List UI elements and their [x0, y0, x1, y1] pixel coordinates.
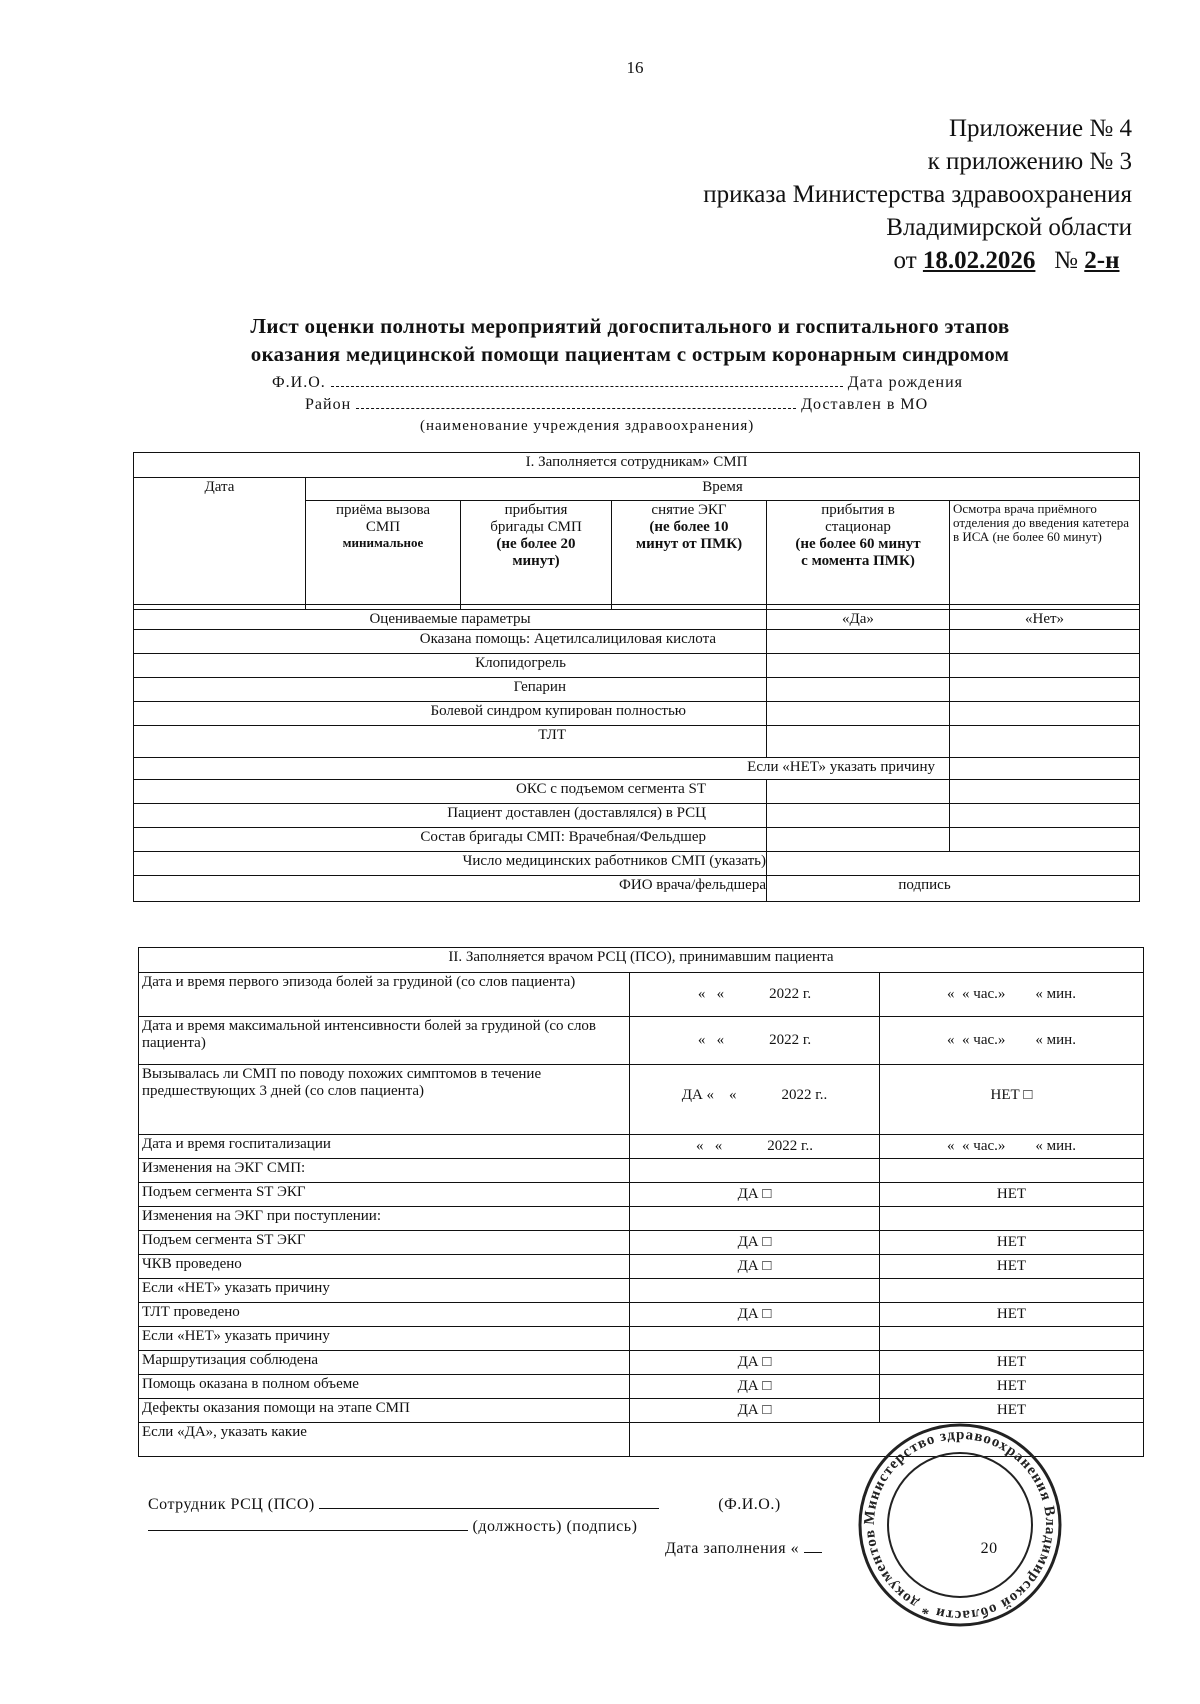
birth-label: Дата рождения [847, 374, 964, 391]
row-routing: Маршрутизация соблюдена [139, 1351, 630, 1375]
employee-line [148, 1496, 781, 1514]
param-rsc: Пациент доставлен (доставлялся) в РСЦ [134, 804, 767, 828]
appendix-line4: Владимирской области [886, 214, 1132, 241]
district-label: Район [305, 396, 352, 413]
year-prefix: 20 [980, 1540, 998, 1557]
number-prefix: № [1054, 247, 1079, 274]
document-title [140, 312, 1120, 368]
time-col-arrival: прибытия бригады СМП (не более 20 минут) [461, 501, 612, 605]
row-first-pain: Дата и время первого эпизода болей за грудиной (со слов пациента) [139, 973, 630, 1017]
fio-label: Ф.И.О. [272, 374, 326, 391]
fio-note: (Ф.И.О.) [718, 1496, 781, 1513]
delivered-label: Доставлен в МО [801, 396, 929, 413]
param-oks: ОКС с подъемом сегмента ST [134, 780, 767, 804]
defects-yes[interactable]: ДА □ [630, 1399, 880, 1423]
section1-header: I. Заполняется сотрудникам» СМП [134, 453, 1140, 478]
row-full-help: Помощь оказана в полном объеме [139, 1375, 630, 1399]
routing-yes[interactable]: ДА □ [630, 1351, 880, 1375]
order-date: 18.02.2026 [922, 247, 1036, 274]
param-tlt: ТЛТ [134, 726, 767, 758]
row-max-pain: Дата и время максимальной интенсивности болей за грудиной (со слов пациента) [139, 1017, 630, 1065]
stamp-text: Министерство здравоохранения Владимирской области * документов [861, 1426, 1059, 1624]
title-line2: оказания медицинской помощи пациентам с острым коронарным синдромом [250, 342, 1010, 366]
section2-header: II. Заполняется врачом РСЦ (ПСО), принимавшим пациента [139, 948, 1144, 973]
param-reason: Если «НЕТ» указать причину [134, 758, 950, 780]
row-defects-which: Если «ДА», указать какие [139, 1423, 630, 1457]
param-count: Число медицинских работников СМП (указать) [134, 852, 767, 876]
tlt-yes[interactable]: ДА □ [630, 1303, 880, 1327]
row-pci: ЧКВ проведено [139, 1255, 630, 1279]
svg-text:Министерство здравоохранения В [862, 1427, 1058, 1623]
row-st-admission: Подъем сегмента ST ЭКГ [139, 1231, 630, 1255]
param-fio: ФИО врача/фельдшера [134, 876, 767, 902]
row-tlt: ТЛТ проведено [139, 1303, 630, 1327]
full-help-no[interactable]: НЕТ [880, 1375, 1144, 1399]
full-help-yes[interactable]: ДА □ [630, 1375, 880, 1399]
pci-yes[interactable]: ДА □ [630, 1255, 880, 1279]
st-adm-no[interactable]: НЕТ [880, 1231, 1144, 1255]
appendix-line2: к приложению № 3 [927, 148, 1132, 175]
district-field [305, 396, 928, 414]
section1-table [133, 452, 1139, 902]
params-label: Оцениваемые параметры [134, 610, 767, 630]
no-header: «Нет» [950, 610, 1140, 630]
appendix-line1: Приложение № 4 [948, 115, 1132, 142]
row-tlt-reason: Если «НЕТ» указать причину [139, 1327, 630, 1351]
time-col-call: приёма вызова СМП минимальное [306, 501, 461, 605]
page-number: 16 [626, 58, 644, 77]
row-st-smp: Подъем сегмента ST ЭКГ [139, 1183, 630, 1207]
position-line [148, 1518, 637, 1536]
appendix-line3: приказа Министерства здравоохранения [703, 181, 1132, 208]
tlt-no[interactable]: НЕТ [880, 1303, 1144, 1327]
date-prefix: от [893, 247, 917, 274]
row-defects: Дефекты оказания помощи на этапе СМП [139, 1399, 630, 1423]
time-col-exam: Осмотра врача приёмного отделения до введения катетера в ИСА (не более 60 минут) [950, 501, 1140, 605]
param-clopidogrel: Клопидогрель [134, 654, 767, 678]
institution-note: (наименование учреждения здравоохранения) [420, 418, 755, 434]
time-col-hospital: прибытия в стационар (не более 60 минут с момента ПМК) [767, 501, 950, 605]
time-label: Время [306, 478, 1140, 501]
signature-label: подпись [767, 876, 1140, 902]
order-number: 2-н [1084, 247, 1120, 274]
official-stamp [855, 1420, 1065, 1630]
yes-header: «Да» [767, 610, 950, 630]
defects-no[interactable]: НЕТ [880, 1399, 1144, 1423]
title-line1: Лист оценки полноты мероприятий догоспитального и госпитального этапов [250, 314, 1010, 338]
employee-label: Сотрудник РСЦ (ПСО) [148, 1496, 315, 1513]
st-smp-yes[interactable]: ДА □ [630, 1183, 880, 1207]
routing-no[interactable]: НЕТ [880, 1351, 1144, 1375]
row-smp-called: Вызывалась ли СМП по поводу похожих симптомов в течение предшествующих 3 дней (со слов пациента) [139, 1065, 630, 1135]
st-smp-no[interactable]: НЕТ [880, 1183, 1144, 1207]
row-hospitalization: Дата и время госпитализации [139, 1135, 630, 1159]
appendix-date-line [703, 244, 1132, 277]
param-aspirin: Оказана помощь: Ацетилсалициловая кислота [134, 630, 767, 654]
time-col-ecg: снятие ЭКГ (не более 10 минут от ПМК) [612, 501, 767, 605]
row-pci-reason: Если «НЕТ» указать причину [139, 1279, 630, 1303]
param-pain: Болевой синдром купирован полностью [134, 702, 767, 726]
pci-no[interactable]: НЕТ [880, 1255, 1144, 1279]
fill-date-label: Дата заполнения « [665, 1540, 800, 1557]
fio-field [272, 374, 963, 392]
date-label: Дата [134, 478, 306, 605]
st-adm-yes[interactable]: ДА □ [630, 1231, 880, 1255]
param-heparin: Гепарин [134, 678, 767, 702]
position-note: (должность) (подпись) [472, 1518, 638, 1535]
row-ecg-admission: Изменения на ЭКГ при поступлении: [139, 1207, 630, 1231]
param-team: Состав бригады СМП: Врачебная/Фельдшер [134, 828, 767, 852]
section2-table: II. Заполняется врачом РСЦ (ПСО), принимавшим пациента Дата и время первого эпизода болей за грудиной (со слов пациента) « « 2022 г. « « час.» « мин. Дата и время максимальной интенсивности болей за грудиной (со слов пациента) « « 2022 г. « « час.» « мин. Вызывалась ли СМП по поводу похожих симптомов в течение предшествующих 3 дней (со слов пациента) ДА « « 2022 г.. НЕТ □ Дата и время госпитализации « « 2022 г.. « « час.» « мин. Изменения на ЭКГ СМП: Подъем сегмента ST ЭКГ ДА □ НЕТ Изменения на ЭКГ при поступлении: Подъем сегмента ST ЭКГ ДА □ НЕТ ЧКВ проведено ДА □ НЕТ Если «НЕТ» указать причину ТЛТ проведено ДА □ НЕТ Если «НЕТ» указать причину Маршрутизация соблюдена ДА □ НЕТ Помощь оказана в полном объеме ДА □ НЕТ Дефекты оказания помощи на этапе СМП ДА □ НЕТ Если «ДА», указать какие [138, 947, 1143, 1457]
smp-called-no[interactable]: НЕТ □ [880, 1065, 1144, 1135]
row-ecg-smp: Изменения на ЭКГ СМП: [139, 1159, 630, 1183]
appendix-block [703, 112, 1132, 277]
